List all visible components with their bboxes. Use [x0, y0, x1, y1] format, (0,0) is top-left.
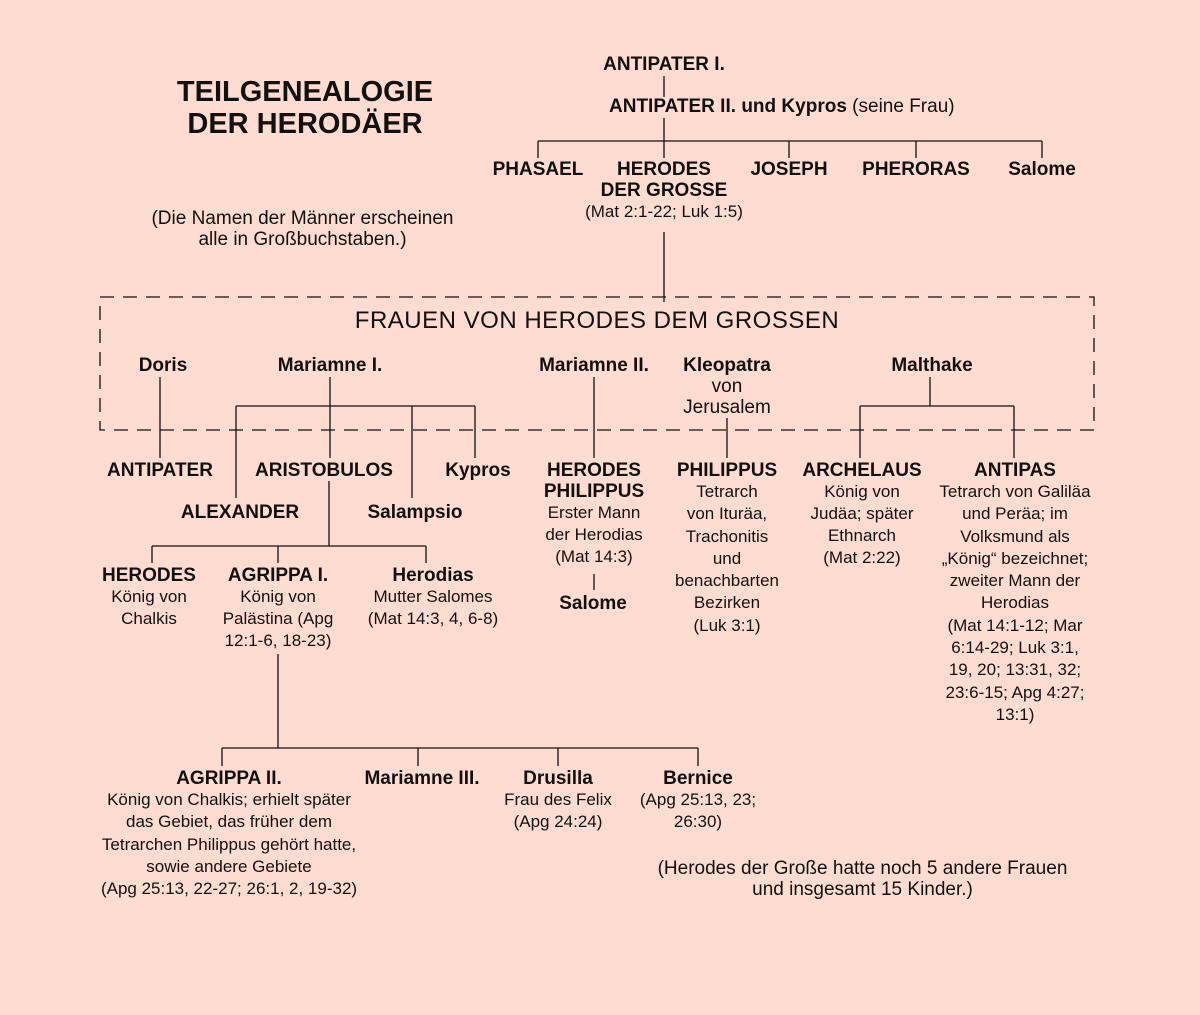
person-name: Kypros — [445, 460, 511, 481]
person-salome-daughter — [543, 593, 643, 614]
person-name: AGRIPPA I. — [227, 565, 329, 586]
person-desc: zweiter Mann der — [949, 571, 1081, 591]
person-desc: Jerusalem — [683, 397, 771, 418]
person-desc: Chalkis — [121, 609, 177, 628]
note-top-line-2: alle in Großbuchstaben.) — [198, 229, 407, 250]
scripture-ref: (Apg 25:13, 22-27; 26:1, 2, 19-32) — [100, 879, 358, 899]
person-name: Herodias — [392, 565, 474, 586]
person-desc: Judäa; später — [810, 504, 914, 523]
person-name: Mariamne II. — [539, 355, 649, 376]
wife-malthake — [862, 355, 1002, 376]
person-antipater — [95, 460, 225, 481]
person-name: JOSEPH — [750, 159, 828, 180]
scripture-ref: (Mat 14:3, 4, 6-8) — [367, 609, 499, 628]
person-name: PHASAEL — [492, 159, 584, 180]
scripture-ref: (Mat 14:3) — [555, 547, 633, 566]
person-mariamne-3 — [350, 768, 494, 789]
person-herodes-philippus — [523, 460, 665, 568]
diagram-title — [150, 76, 460, 140]
person-desc: Palästina (Apg — [222, 609, 334, 628]
person-antipater-1 — [580, 54, 748, 75]
person-desc: benachbarten — [675, 571, 779, 591]
person-desc: König von — [824, 482, 900, 501]
person-pheroras — [846, 159, 986, 180]
person-agrippa-2 — [79, 768, 379, 900]
scripture-ref: (Mat 2:22) — [823, 548, 901, 567]
person-desc: von — [711, 376, 743, 397]
scripture-ref: 12:1-6, 18-23) — [224, 631, 332, 650]
scripture-ref: 19, 20; 13:31, 32; — [948, 660, 1082, 680]
person-desc: Erster Mann — [547, 503, 641, 522]
person-name: Salome — [559, 593, 627, 614]
person-antipas — [930, 460, 1100, 726]
person-name: ANTIPATER II. — [609, 96, 737, 117]
wife-kleopatra — [657, 355, 797, 418]
person-name: ANTIPATER — [107, 460, 213, 481]
connector-word: und — [741, 96, 777, 117]
title-line-2: DER HERODÄER — [187, 108, 423, 140]
scripture-ref: 6:14-29; Luk 3:1, — [951, 638, 1079, 658]
person-aristobulos — [248, 460, 400, 481]
person-drusilla — [490, 768, 626, 833]
person-name: ARCHELAUS — [802, 460, 922, 481]
person-herodes-chalkis — [89, 565, 209, 630]
note-top — [130, 208, 475, 250]
person-name: Salome — [1008, 159, 1076, 180]
person-kypros — [428, 460, 528, 481]
person-desc: Herodias — [980, 593, 1050, 613]
person-name-line-1: HERODES — [547, 460, 641, 481]
person-desc: und — [712, 548, 742, 568]
note-bottom — [630, 858, 1095, 900]
person-desc: König von — [111, 587, 187, 606]
person-name: ANTIPAS — [974, 460, 1056, 481]
person-desc: Tetrarch von Galiläa — [939, 482, 1091, 501]
person-name: Drusilla — [523, 768, 593, 789]
person-name: Mariamne I. — [277, 355, 383, 376]
person-desc: der Herodias — [545, 525, 643, 544]
person-desc: „König“ bezeichnet; — [941, 548, 1089, 568]
person-name: PHILIPPUS — [676, 460, 778, 481]
person-name: Doris — [138, 355, 188, 376]
scripture-ref: 13:1) — [995, 704, 1035, 724]
person-name: ANTIPATER I. — [603, 54, 725, 75]
wife-doris — [103, 355, 223, 376]
person-desc: Frau des Felix — [504, 790, 612, 809]
person-desc: Bezirken — [693, 593, 761, 613]
wife-mariamne-2 — [514, 355, 674, 376]
person-salome-sister — [982, 159, 1102, 180]
scripture-ref: (Apg 24:24) — [513, 812, 603, 831]
note-bottom-line-1: (Herodes der Große hatte noch 5 andere Frauen — [657, 858, 1068, 879]
wife-name: Kypros — [781, 96, 847, 117]
person-desc: König von — [240, 587, 316, 606]
person-name: Bernice — [663, 768, 733, 789]
person-antipater-2 — [609, 96, 955, 117]
person-name: ALEXANDER — [180, 502, 300, 523]
scripture-ref: (Mat 14:1-12; Mar — [947, 615, 1083, 635]
scripture-ref: 23:6-15; Apg 4:27; — [945, 682, 1085, 702]
person-desc: Mutter Salomes — [373, 587, 493, 606]
person-herodes-der-grosse — [574, 159, 754, 222]
scripture-ref: 26:30) — [673, 812, 723, 831]
person-philippus — [657, 460, 797, 637]
person-desc: Trachonitis — [685, 526, 769, 546]
person-name: Mariamne III. — [364, 768, 480, 789]
person-desc: Tetrarch — [696, 482, 758, 501]
person-desc: Ethnarch — [827, 526, 897, 545]
wife-mariamne-1 — [250, 355, 410, 376]
person-desc: Tetrarchen Philippus gehört hatte, — [101, 834, 357, 854]
person-herodias — [351, 565, 515, 630]
scripture-ref: (Mat 2:1-22; Luk 1:5) — [585, 202, 743, 221]
person-alexander — [170, 502, 310, 523]
title-line-1: TEILGENEALOGIE — [176, 76, 434, 108]
person-bernice — [630, 768, 766, 833]
person-name: PHERORAS — [862, 159, 970, 180]
person-name: Kleopatra — [683, 355, 771, 376]
person-name: AGRIPPA II. — [176, 768, 282, 789]
person-desc: und Peräa; im — [962, 504, 1068, 524]
note-bottom-line-2: und insgesamt 15 Kinder.) — [752, 879, 973, 900]
wives-box-title: FRAUEN VON HERODES DEM GROSSEN — [354, 307, 840, 334]
person-agrippa-1 — [203, 565, 353, 652]
person-desc: von Ituräa, — [686, 504, 768, 524]
person-desc: das Gebiet, das früher dem — [125, 812, 332, 832]
person-desc: König von Chalkis; erhielt später — [107, 790, 351, 809]
person-desc: sowie andere Gebiete — [146, 856, 312, 876]
person-name: ARISTOBULOS — [255, 460, 393, 481]
note-top-line-1: (Die Namen der Männer erscheinen — [151, 208, 454, 229]
person-name: Malthake — [891, 355, 973, 376]
scripture-ref: (Apg 25:13, 23; — [639, 790, 757, 809]
person-name-line-2: DER GROSSE — [600, 180, 728, 201]
scripture-ref: (Luk 3:1) — [693, 615, 761, 635]
person-name: Salampsio — [367, 502, 463, 523]
person-salampsio — [355, 502, 475, 523]
person-name-line-1: HERODES — [617, 159, 711, 180]
person-desc: Volksmund als — [960, 526, 1070, 546]
person-name: HERODES — [102, 565, 196, 586]
person-name-line-2: PHILIPPUS — [543, 481, 645, 502]
wife-note: (seine Frau) — [852, 96, 955, 117]
person-joseph — [729, 159, 849, 180]
person-archelaus — [792, 460, 932, 569]
